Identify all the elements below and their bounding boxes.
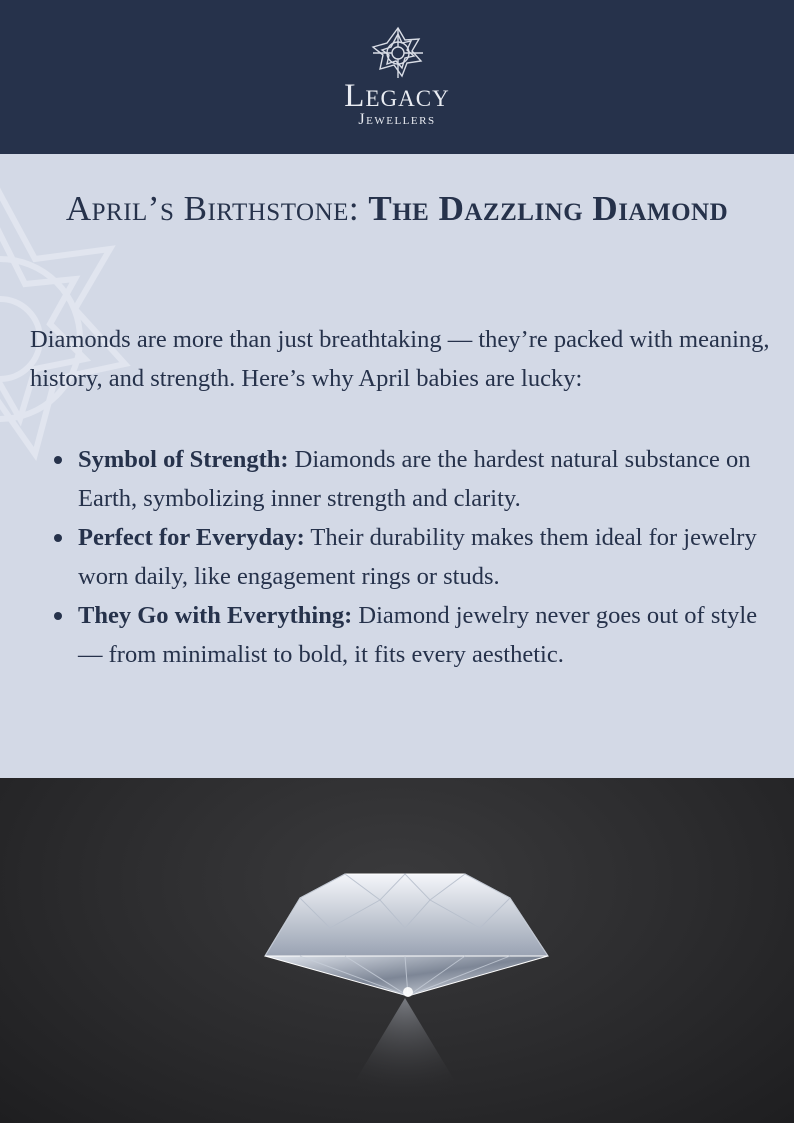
content-section bbox=[0, 154, 794, 778]
mandala-icon bbox=[369, 24, 427, 82]
benefits-list bbox=[78, 440, 768, 674]
bullet-label: Symbol of Strength: bbox=[78, 446, 289, 473]
bullet-label: They Go with Everything: bbox=[78, 602, 353, 629]
brand-name: Legacy bbox=[344, 78, 450, 114]
bullet-dot-icon bbox=[54, 612, 62, 620]
list-item bbox=[78, 440, 768, 518]
diamond-icon bbox=[0, 778, 794, 1123]
bullet-text: Diamonds are the hardest natural substance on Earth, symbolizing inner strength and clarity. bbox=[78, 446, 751, 512]
intro-paragraph: Diamonds are more than just breathtaking — they’re packed with meaning, history, and strength. Here’s why April babies are lucky: bbox=[30, 326, 770, 392]
bullet-text: Their durability makes them ideal for jewelry worn daily, like engagement rings or studs. bbox=[78, 524, 757, 590]
list-item bbox=[78, 518, 768, 596]
bullet-dot-icon bbox=[54, 534, 62, 542]
brand-subtitle: Jewellers bbox=[358, 111, 436, 128]
title-light: April’s Birthstone: bbox=[65, 189, 369, 228]
header-banner bbox=[0, 0, 794, 154]
bullet-dot-icon bbox=[54, 456, 62, 464]
page-title bbox=[40, 190, 754, 227]
title-bold: The Dazzling Diamond bbox=[368, 189, 729, 228]
list-item bbox=[78, 596, 768, 674]
bullet-label: Perfect for Everyday: bbox=[78, 524, 305, 551]
diamond-photo bbox=[0, 778, 794, 1123]
bullet-text: Diamond jewelry never goes out of style — from minimalist to bold, it fits every aesthetic. bbox=[78, 602, 758, 668]
